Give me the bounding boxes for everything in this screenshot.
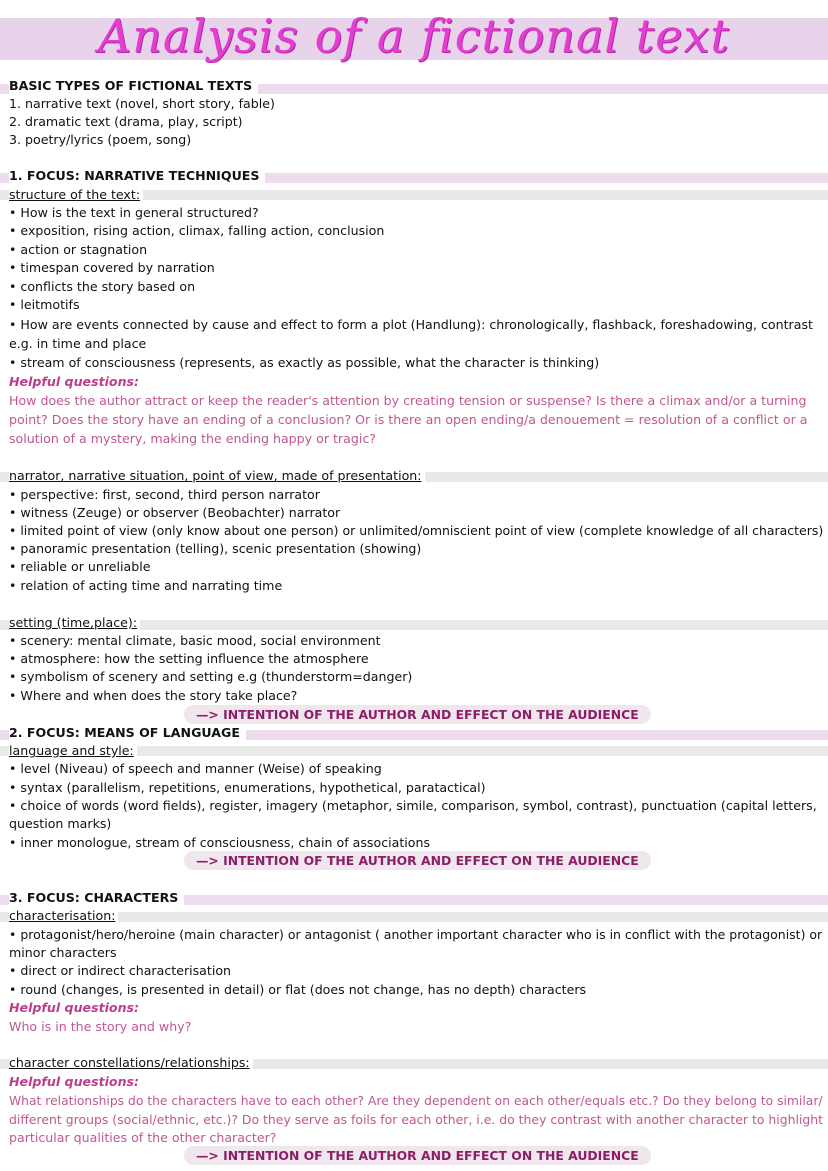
- structure-label: structure of the text:: [9, 187, 143, 202]
- helpful-questions-label: Helpful questions:: [9, 1000, 140, 1015]
- narrator-item: • limited point of view (only know about one person) or unlimited/omniscient point of view (complete knowledge of all characters): [9, 523, 824, 538]
- structure-item: • action or stagnation: [9, 242, 148, 257]
- setting-item: • atmosphere: how the setting influence the atmosphere: [9, 651, 369, 666]
- language-item: question marks): [9, 816, 112, 831]
- intention-banner: —> INTENTION OF THE AUTHOR AND EFFECT ON THE AUDIENCE: [184, 1146, 651, 1165]
- structure-item: • timespan covered by narration: [9, 260, 215, 275]
- setting-item: • scenery: mental climate, basic mood, social environment: [9, 633, 381, 648]
- structure-item: • How are events connected by cause and effect to form a plot (Handlung): chronologically, flashback, foreshadowing, contrast: [9, 317, 813, 332]
- language-item: • syntax (parallelism, repetitions, enumerations, hypothetical, paratactical): [9, 780, 486, 795]
- narrator-item: • relation of acting time and narrating time: [9, 578, 283, 593]
- setting-item: • symbolism of scenery and setting e.g (thunderstorm=danger): [9, 669, 413, 684]
- structure-item: • How is the text in general structured?: [9, 205, 259, 220]
- basic-type-item: 3. poetry/lyrics (poem, song): [9, 132, 192, 147]
- structure-item: e.g. in time and place: [9, 336, 147, 351]
- helpful-question-line: How does the author attract or keep the reader's attention by creating tension or suspense? Is there a climax and/or a turning: [9, 393, 807, 408]
- narrator-item: • perspective: first, second, third person narrator: [9, 487, 320, 502]
- structure-item: • exposition, rising action, climax, falling action, conclusion: [9, 223, 385, 238]
- basic-type-item: 2. dramatic text (drama, play, script): [9, 114, 243, 129]
- structure-item: • leitmotifs: [9, 297, 80, 312]
- intention-banner: —> INTENTION OF THE AUTHOR AND EFFECT ON THE AUDIENCE: [184, 851, 651, 870]
- narrator-item: • reliable or unreliable: [9, 559, 151, 574]
- language-item: • choice of words (word fields), register, imagery (metaphor, simile, comparison, symbol, contrast), punctuation (capital letters,: [9, 798, 817, 813]
- characterisation-item: minor characters: [9, 945, 117, 960]
- helpful-questions-label: Helpful questions:: [9, 1074, 140, 1089]
- focus2-heading: 2. FOCUS: MEANS OF LANGUAGE: [9, 724, 246, 742]
- setting-label: setting (time,place):: [9, 615, 140, 630]
- structure-item: • stream of consciousness (represents, as exactly as possible, what the character is thinking): [9, 355, 600, 370]
- helpful-question-line: point? Does the story have an ending of a conclusion? Or is there an open ending/a denouement = resolution of a conflict or a: [9, 412, 808, 427]
- helpful-question-line: different groups (social/ethnic, etc.)? Do they serve as foils for each other, i.e. do they contrast with another character to highlight: [9, 1112, 824, 1127]
- language-item: • level (Niveau) of speech and manner (Weise) of speaking: [9, 761, 382, 776]
- page-title: Analysis of a fictional text: [98, 9, 730, 63]
- characterisation-item: • direct or indirect characterisation: [9, 963, 232, 978]
- characterisation-label: characterisation:: [9, 908, 118, 923]
- constellations-label: character constellations/relationships:: [9, 1055, 253, 1070]
- helpful-question-line: solution of a mystery, making the ending happy or tragic?: [9, 431, 376, 446]
- language-label: language and style:: [9, 743, 137, 758]
- narrator-label: narrator, narrative situation, point of view, made of presentation:: [9, 468, 425, 483]
- helpful-questions-label: Helpful questions:: [9, 374, 140, 389]
- focus3-heading: 3. FOCUS: CHARACTERS: [9, 889, 184, 907]
- narrator-item: • witness (Zeuge) or observer (Beobachter) narrator: [9, 505, 341, 520]
- characterisation-item: • protagonist/hero/heroine (main character) or antagonist ( another important character who is in conflict with the protagonist) or: [9, 927, 823, 942]
- basic-types-heading: BASIC TYPES OF FICTIONAL TEXTS: [9, 77, 258, 95]
- setting-item: • Where and when does the story take place?: [9, 688, 298, 703]
- helpful-question-line: Who is in the story and why?: [9, 1019, 192, 1034]
- narrator-item: • panoramic presentation (telling), scenic presentation (showing): [9, 541, 422, 556]
- structure-item: • conflicts the story based on: [9, 279, 196, 294]
- subheading-band: [0, 912, 828, 922]
- helpful-question-line: What relationships do the characters have to each other? Are they dependent on each other/equals etc.? Do they belong to similar/: [9, 1093, 823, 1108]
- focus1-heading: 1. FOCUS: NARRATIVE TECHNIQUES: [9, 167, 265, 185]
- characterisation-item: • round (changes, is presented in detail) or flat (does not change, has no depth) characters: [9, 982, 587, 997]
- basic-type-item: 1. narrative text (novel, short story, fable): [9, 96, 275, 111]
- language-item: • inner monologue, stream of consciousness, chain of associations: [9, 835, 431, 850]
- intention-banner: —> INTENTION OF THE AUTHOR AND EFFECT ON THE AUDIENCE: [184, 705, 651, 724]
- helpful-question-line: particular qualities of the other character?: [9, 1130, 277, 1145]
